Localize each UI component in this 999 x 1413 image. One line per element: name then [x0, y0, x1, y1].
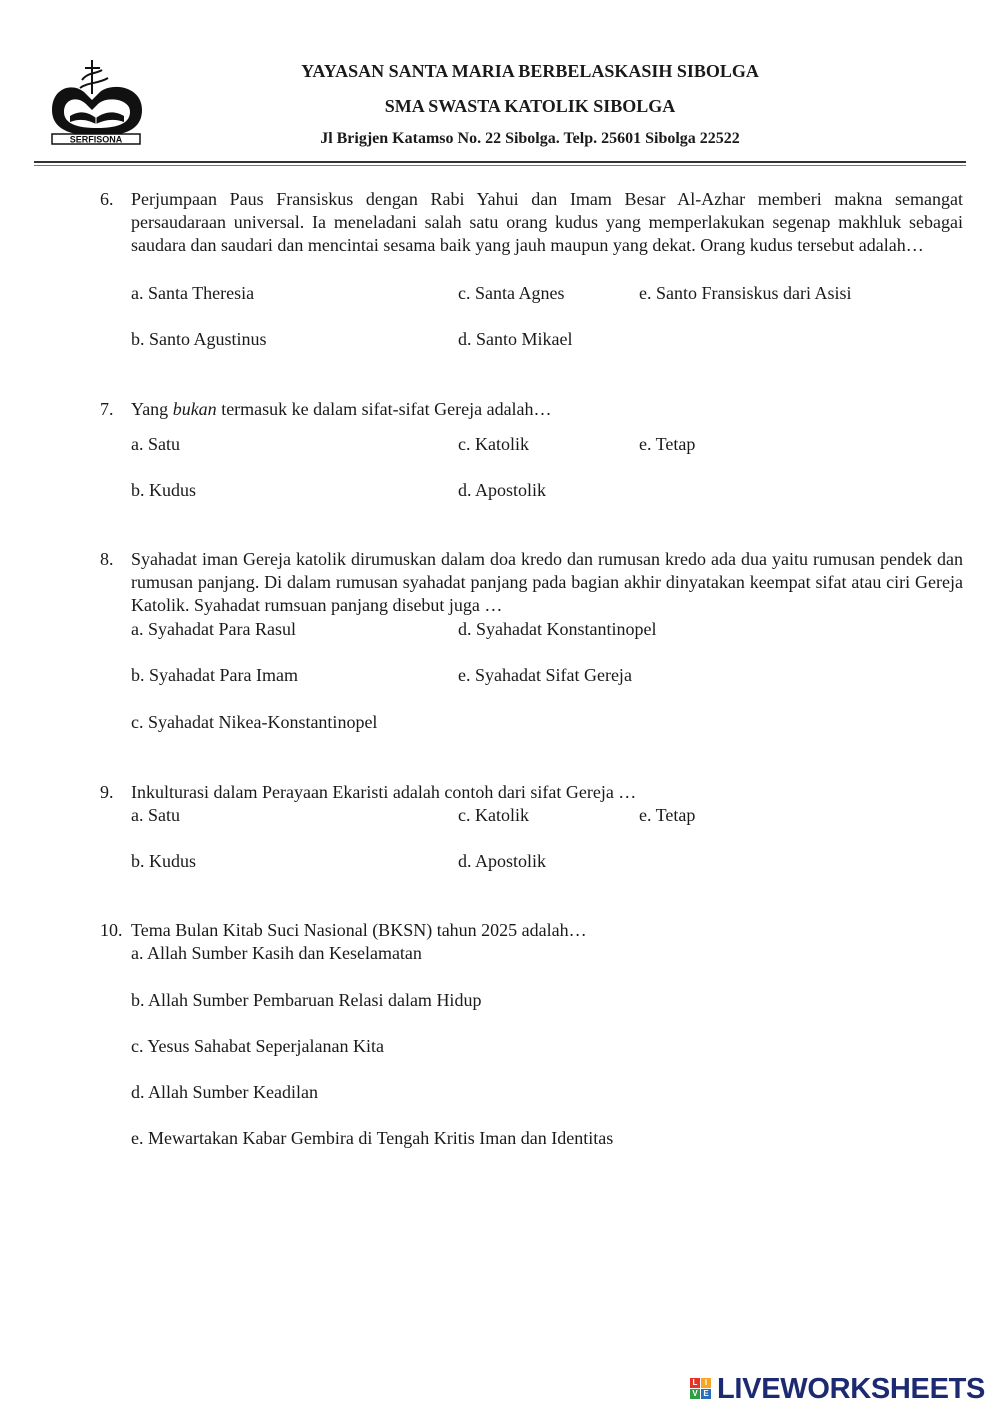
option-e[interactable]: e. Santo Fransiskus dari Asisi	[639, 283, 852, 303]
header-rule	[34, 161, 966, 163]
brand-name: LIVEWORKSHEETS	[717, 1373, 986, 1405]
header-rule-thin	[34, 165, 966, 166]
question-number: 6.	[100, 189, 114, 209]
option-c[interactable]: c. Yesus Sahabat Seperjalanan Kita	[131, 1036, 384, 1056]
option-a[interactable]: a. Satu	[131, 805, 180, 825]
option-c[interactable]: c. Santa Agnes	[458, 283, 565, 303]
school-address: Jl Brigjen Katamso No. 22 Sibolga. Telp. 25601 Sibolga 22522	[320, 130, 740, 147]
live-badge-icon: L I V E	[690, 1378, 712, 1402]
question-text: Syahadat iman Gereja katolik dirumuskan dalam doa kredo dan rumusan kredo ada dua yaitu rumusan pendek dan rumusan panjang. Di dalam rumusan syahadat panjang pada bagian akhir dinyatakan keempat sifat atau ciri Gereja Katolik. Syahadat rumsuan panjang disebut juga …	[131, 549, 963, 615]
question-9	[100, 781, 963, 804]
logo-label: SERFISONA	[69, 134, 123, 145]
option-c[interactable]: c. Katolik	[458, 805, 529, 825]
option-a[interactable]: a. Allah Sumber Kasih dan Keselamatan	[131, 943, 422, 963]
option-b[interactable]: b. Kudus	[131, 851, 197, 871]
option-b[interactable]: b. Santo Agustinus	[131, 329, 267, 349]
option-a[interactable]: a. Syahadat Para Rasul	[131, 619, 296, 639]
question-number: 10.	[100, 920, 123, 940]
option-e[interactable]: e. Mewartakan Kabar Gembira di Tengah Kritis Iman dan Identitas	[131, 1128, 614, 1148]
option-e[interactable]: e. Syahadat Sifat Gereja	[458, 665, 632, 685]
question-text: Tema Bulan Kitab Suci Nasional (BKSN) tahun 2025 adalah…	[131, 920, 587, 940]
option-e[interactable]: e. Tetap	[639, 434, 696, 454]
question-10	[100, 919, 963, 942]
emphasis-word: bukan	[172, 399, 217, 419]
question-text: Inkulturasi dalam Perayaan Ekaristi adalah contoh dari sifat Gereja …	[131, 782, 637, 802]
option-b[interactable]: b. Kudus	[131, 480, 197, 500]
option-d[interactable]: d. Apostolik	[458, 480, 547, 500]
question-6	[100, 188, 963, 257]
school-logo	[44, 58, 152, 148]
option-b[interactable]: b. Allah Sumber Pembaruan Relasi dalam Hidup	[131, 990, 482, 1010]
option-a[interactable]: a. Santa Theresia	[131, 283, 255, 303]
question-8	[100, 548, 963, 617]
question-7	[100, 398, 963, 421]
option-b[interactable]: b. Syahadat Para Imam	[131, 665, 298, 685]
school-name: SMA SWASTA KATOLIK SIBOLGA	[384, 96, 676, 116]
question-number: 8.	[100, 549, 114, 569]
liveworksheets-watermark	[690, 1372, 990, 1406]
option-d[interactable]: d. Santo Mikael	[458, 329, 573, 349]
option-c[interactable]: c. Syahadat Nikea-Konstantinopel	[131, 712, 378, 732]
question-text: Perjumpaan Paus Fransiskus dengan Rabi Yahui dan Imam Besar Al-Azhar memberi makna semangat persaudaraan universal. Ia meneladani salah satu orang kudus yang memperlakukan segenap makhluk sebagai saudara dan saudari dan mencintai sesama baik yang jauh maupun yang dekat. Orang kudus tersebut adalah…	[131, 189, 963, 255]
option-a[interactable]: a. Satu	[131, 434, 180, 454]
option-d[interactable]: d. Syahadat Konstantinopel	[458, 619, 657, 639]
option-c[interactable]: c. Katolik	[458, 434, 529, 454]
option-d[interactable]: d. Apostolik	[458, 851, 547, 871]
option-d[interactable]: d. Allah Sumber Keadilan	[131, 1082, 318, 1102]
foundation-name: YAYASAN SANTA MARIA BERBELASKASIH SIBOLGA	[301, 61, 759, 81]
question-number: 9.	[100, 782, 114, 802]
question-text: Yang bukan termasuk ke dalam sifat-sifat Gereja adalah…	[131, 399, 552, 419]
option-e[interactable]: e. Tetap	[639, 805, 696, 825]
question-number: 7.	[100, 399, 114, 419]
